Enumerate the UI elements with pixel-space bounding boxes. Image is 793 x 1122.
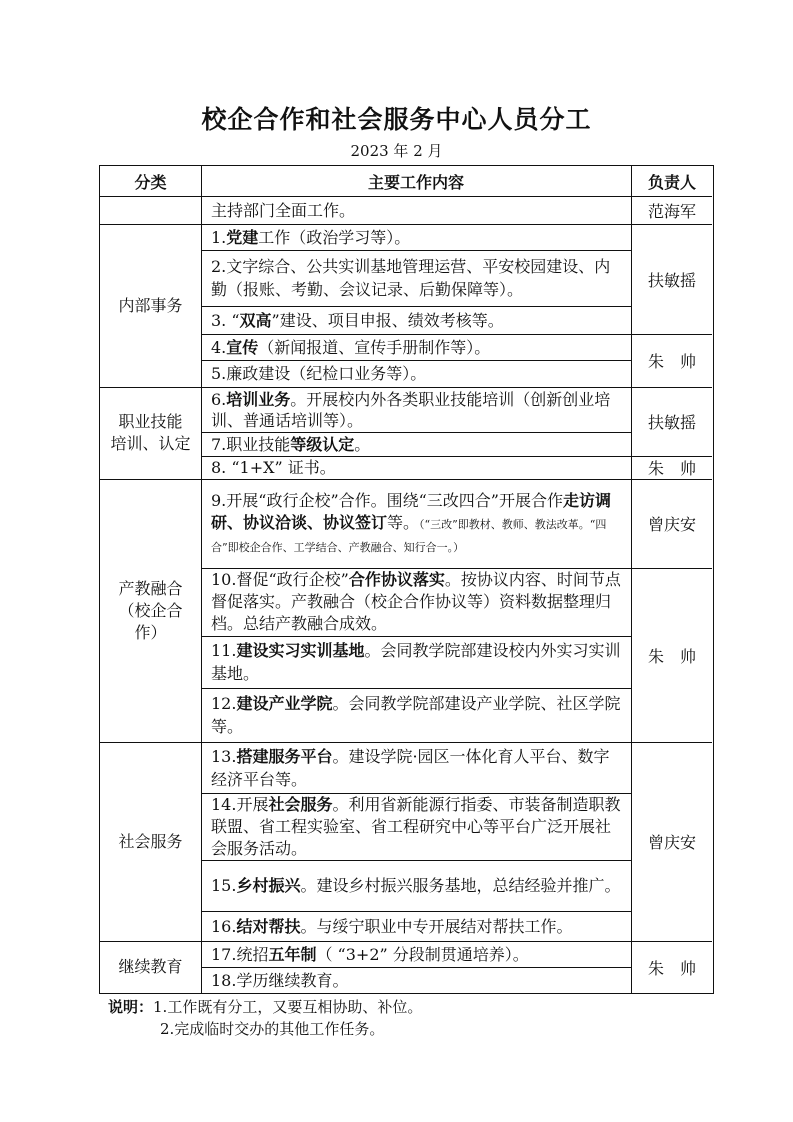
row3-text-c: ”建设、项目申报、绩效考核等。 <box>271 310 504 330</box>
category-internal: 内部事务 <box>118 295 183 315</box>
content-row-9 <box>201 479 631 568</box>
row1-text-c: 工作（政治学习等）。 <box>258 227 411 247</box>
row3-text-a: 3. “ <box>211 310 240 330</box>
owner-rows1-3: 扶敏摇 <box>647 270 696 290</box>
row16-keyword: 结对帮扶 <box>236 916 301 936</box>
row4-text-a: 4. <box>211 337 227 357</box>
content-row-5 <box>201 360 631 387</box>
row18-text: 18.学历继续教育。 <box>211 970 349 990</box>
row9-text-a: 9.开展“政行企校”合作。围绕“三改四合”开展合作 <box>211 490 563 510</box>
row15-text-c: 。建设乡村振兴服务基地，总结经验并推广。 <box>300 876 621 895</box>
owner-rows10-12: 朱 帅 <box>647 646 696 666</box>
content-row-1 <box>201 224 631 250</box>
category-industry-line3: 作） <box>134 622 167 642</box>
row14-text-a: 14.开展 <box>211 794 269 814</box>
category-industry-line2: （校企合 <box>118 600 183 620</box>
owner-row9: 曾庆安 <box>647 515 696 534</box>
document-date: 2023 年 2 月 <box>350 142 443 160</box>
row11-keyword: 建设实习实训基地 <box>236 641 365 660</box>
row1-text-a: 1. <box>211 227 227 247</box>
category-social: 社会服务 <box>118 831 183 851</box>
content-row-6 <box>201 387 631 432</box>
content-row-3 <box>201 306 631 334</box>
header-owner: 负责人 <box>647 172 696 192</box>
owner-row0: 范海军 <box>647 201 696 221</box>
category-industry <box>100 479 201 742</box>
notes-section <box>108 996 422 1040</box>
owner-rows6-7: 扶敏摇 <box>647 413 696 432</box>
content-row-2 <box>201 250 631 306</box>
row1-keyword: 党建 <box>226 227 259 247</box>
row9-text-c: 等。 <box>387 512 420 532</box>
row8-text: 8. “1+X” 证书。 <box>211 458 336 477</box>
row16-text-c: 。与绥宁职业中专开展结对帮扶工作。 <box>300 916 573 936</box>
category-continuing: 继续教育 <box>118 957 183 976</box>
note-2: 2.完成临时交办的其他工作任务。 <box>160 1020 385 1038</box>
row16-text-a: 16. <box>211 916 237 936</box>
row3-keyword: 双高 <box>239 310 272 330</box>
category-training <box>100 387 201 479</box>
content-row-18 <box>201 967 631 993</box>
owner-rows13-16: 曾庆安 <box>647 833 696 852</box>
row17-text-a: 17.统招 <box>211 944 269 964</box>
row10-keyword: 合作协议落实 <box>348 570 445 589</box>
row13-text-a: 13. <box>211 746 237 766</box>
content-row-17 <box>201 941 631 967</box>
row7-text-a: 7.职业技能 <box>211 434 291 454</box>
row14-text-c: 。利用省新能源行指委、市装备制造职教联盟、省工程实验室、省工程研究中心等平台广泛开展社会服务活动。 <box>211 794 621 858</box>
row12-keyword: 建设产业学院 <box>236 694 333 713</box>
content-row-14 <box>201 793 631 860</box>
content-row-7 <box>201 432 631 456</box>
row11-text-c: 。会同教学院部建设校内外实习实训基地。 <box>211 641 621 683</box>
category-industry-line1: 产教融合 <box>118 578 183 598</box>
owner-rows4-5: 朱 帅 <box>647 352 696 371</box>
row13-text-c: 。建设学院·园区一体化育人平台、数字经济平台等。 <box>211 746 610 789</box>
row11-text-a: 11. <box>211 641 237 660</box>
row7-keyword: 等级认定 <box>290 434 355 454</box>
content-row-10 <box>201 568 631 636</box>
notes-label: 说明： <box>108 998 154 1016</box>
row17-keyword: 五年制 <box>268 944 317 964</box>
row2-text: 2.文字综合、公共实训基地管理运营、平安校园建设、内勤（报账、考勤、会议记录、后勤保障等）。 <box>211 257 611 299</box>
content-row-12 <box>201 688 631 742</box>
row14-keyword: 社会服务 <box>268 794 333 814</box>
row6-keyword: 培训业务 <box>226 389 291 409</box>
row0-text: 主持部门全面工作。 <box>211 200 356 220</box>
row6-text-c: 。开展校内外各类职业技能培训（创新创业培训、普通话培训等）。 <box>211 389 611 430</box>
content-row-4 <box>201 334 631 360</box>
owner-rows17-18: 朱 帅 <box>647 958 696 978</box>
content-row-8 <box>201 456 631 479</box>
row9-note: （“三改”即教材、教师、教法改革。“四合”即校企合作、工学结合、产教融合、知行合一。） <box>211 517 607 554</box>
row6-text-a: 6. <box>211 389 227 409</box>
category-training-line2: 培训、认定 <box>110 434 191 453</box>
row4-keyword: 宣传 <box>226 337 259 357</box>
row15-keyword: 乡村振兴 <box>236 876 301 895</box>
header-content: 主要工作内容 <box>367 172 464 192</box>
content-row-0 <box>201 196 631 224</box>
row13-keyword: 搭建服务平台 <box>236 746 333 766</box>
note-1: 1.工作既有分工，又要互相协助、补位。 <box>153 998 423 1016</box>
row10-text-a: 10.督促“政行企校” <box>211 570 349 589</box>
category-training-line1: 职业技能 <box>118 412 183 431</box>
row12-text-a: 12. <box>211 694 237 713</box>
row15-text-a: 15. <box>211 876 237 895</box>
row12-text-c: 。会同教学院部建设产业学院、社区学院等。 <box>211 694 621 736</box>
row5-text: 5.廉政建设（纪检口业务等）。 <box>211 364 427 383</box>
division-table <box>99 165 714 994</box>
row10-text-c: 。按协议内容、时间节点督促落实。产教融合（校企合作协议等）资料数据整理归档。总结产教融合成效。 <box>211 570 621 633</box>
content-row-11 <box>201 636 631 688</box>
row4-text-c: （新闻报道、宣传手册制作等）。 <box>258 337 491 357</box>
header-category: 分类 <box>134 172 167 192</box>
row17-text-c: （ “3+2” 分段制贯通培养）。 <box>316 944 529 964</box>
content-row-13 <box>201 742 631 793</box>
row9-keyword: 走访调研、协议洽谈、协议签订 <box>211 490 612 532</box>
owner-row8: 朱 帅 <box>647 459 696 478</box>
content-row-15 <box>201 860 631 911</box>
row7-text-c: 。 <box>354 434 371 454</box>
page-title: 校企合作和社会服务中心人员分工 <box>201 105 592 134</box>
content-row-16 <box>201 911 631 941</box>
